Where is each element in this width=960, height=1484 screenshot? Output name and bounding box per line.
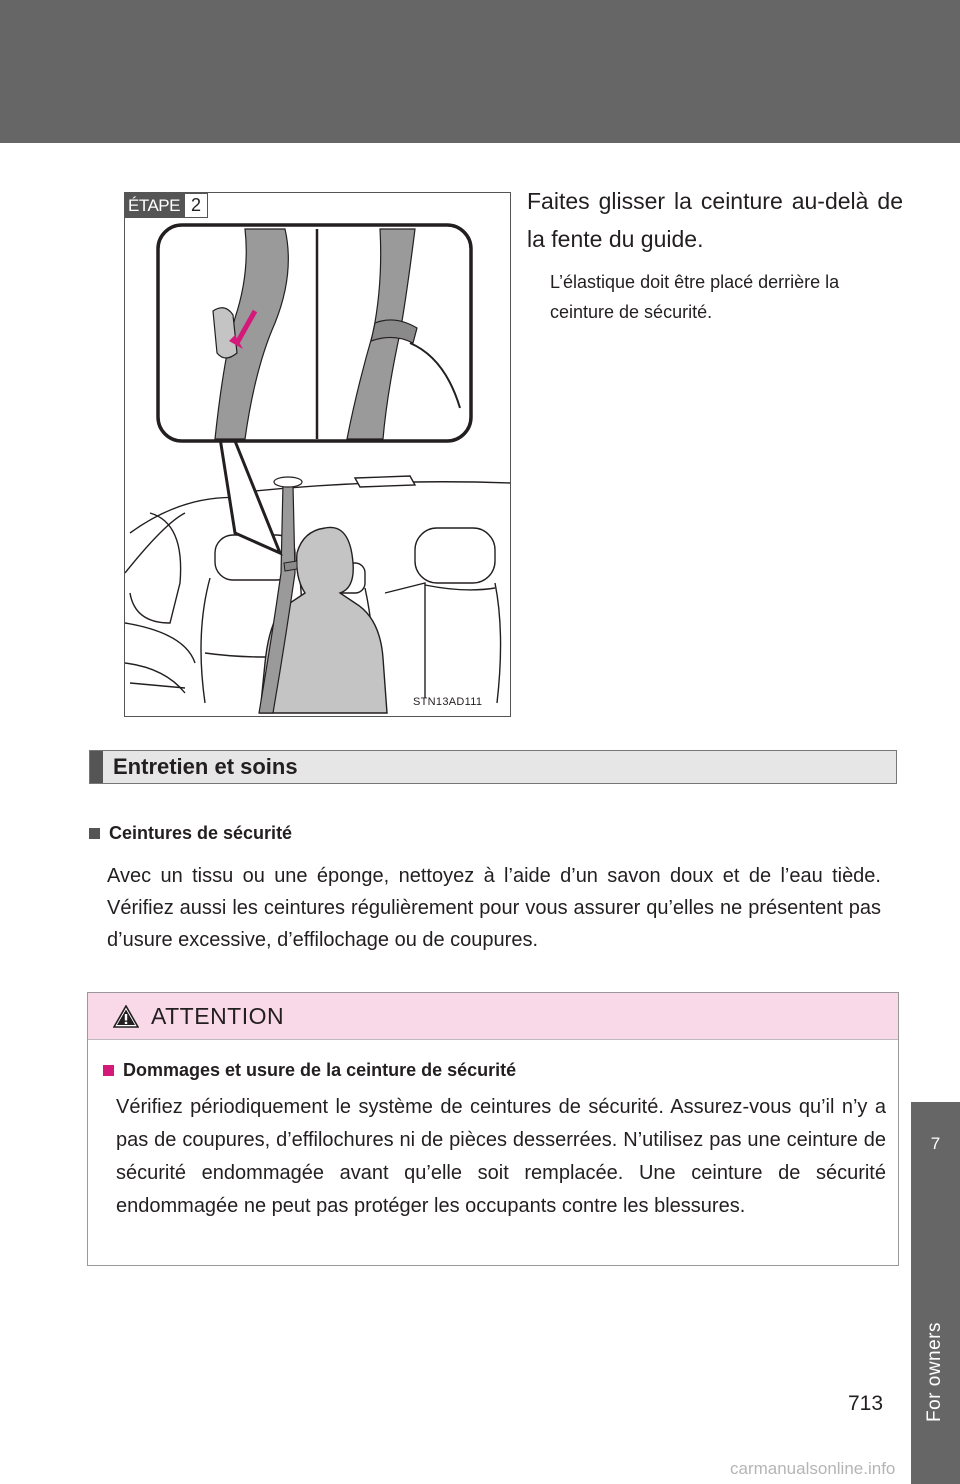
caution-box <box>87 992 899 1266</box>
seatbelt-heading-text: Ceintures de sécurité <box>109 823 293 843</box>
figure-code: STN13AD111 <box>413 696 483 708</box>
square-bullet-icon <box>89 828 100 839</box>
caution-heading-text: Dommages et usure de la ceinture de sécurité <box>123 1060 517 1080</box>
warning-triangle-icon <box>113 1005 139 1028</box>
section-title: Entretien et soins <box>113 754 298 779</box>
chapter-label: For owners <box>924 1322 945 1423</box>
step-note: L’élastique doit être placé derrière la ceinture de sécurité. <box>550 272 840 322</box>
step-word: ÉTAPE <box>124 193 184 218</box>
step-badge <box>124 193 208 218</box>
step-instruction: Faites glisser la ceinture au-delà de la fente du guide. <box>527 188 903 252</box>
caution-heading <box>103 1060 516 1081</box>
top-band <box>0 0 960 143</box>
illustration-drawing <box>125 193 510 716</box>
seatbelt-heading <box>89 823 292 844</box>
seatbelt-paragraph: Avec un tissu ou une éponge, nettoyez à l’aide d’un savon doux et de l’eau tiède. Vérifiez aussi les ceintures régulièrement pour vous assurer qu’elles ne présentent pas d’usure excessive, d’effilochage ou de coupures. <box>107 865 881 951</box>
caution-header <box>88 993 898 1040</box>
section-bar <box>90 751 103 783</box>
section-header <box>89 750 897 784</box>
seatbelt-illustration <box>124 192 511 717</box>
watermark: carmanualsonline.info <box>730 1459 896 1478</box>
page-number: 713 <box>848 1392 884 1415</box>
step-number: 2 <box>184 193 208 218</box>
square-bullet-icon <box>103 1065 114 1076</box>
caution-label: ATTENTION <box>151 1002 285 1029</box>
chapter-number: 7 <box>930 1134 941 1153</box>
chapter-tab[interactable] <box>911 1102 960 1484</box>
caution-paragraph: Vérifiez périodiquement le système de ceintures de sécurité. Assurez-vous qu’il n’y a pas de coupures, d’effilochures ni de pièces desserrées. N’utilisez pas une ceinture de sécurité endommagée avant qu’elle soit remplacée. Une ceinture de sécurité endommagée ne peut pas protéger les occupants contre les blessures. <box>116 1096 886 1217</box>
